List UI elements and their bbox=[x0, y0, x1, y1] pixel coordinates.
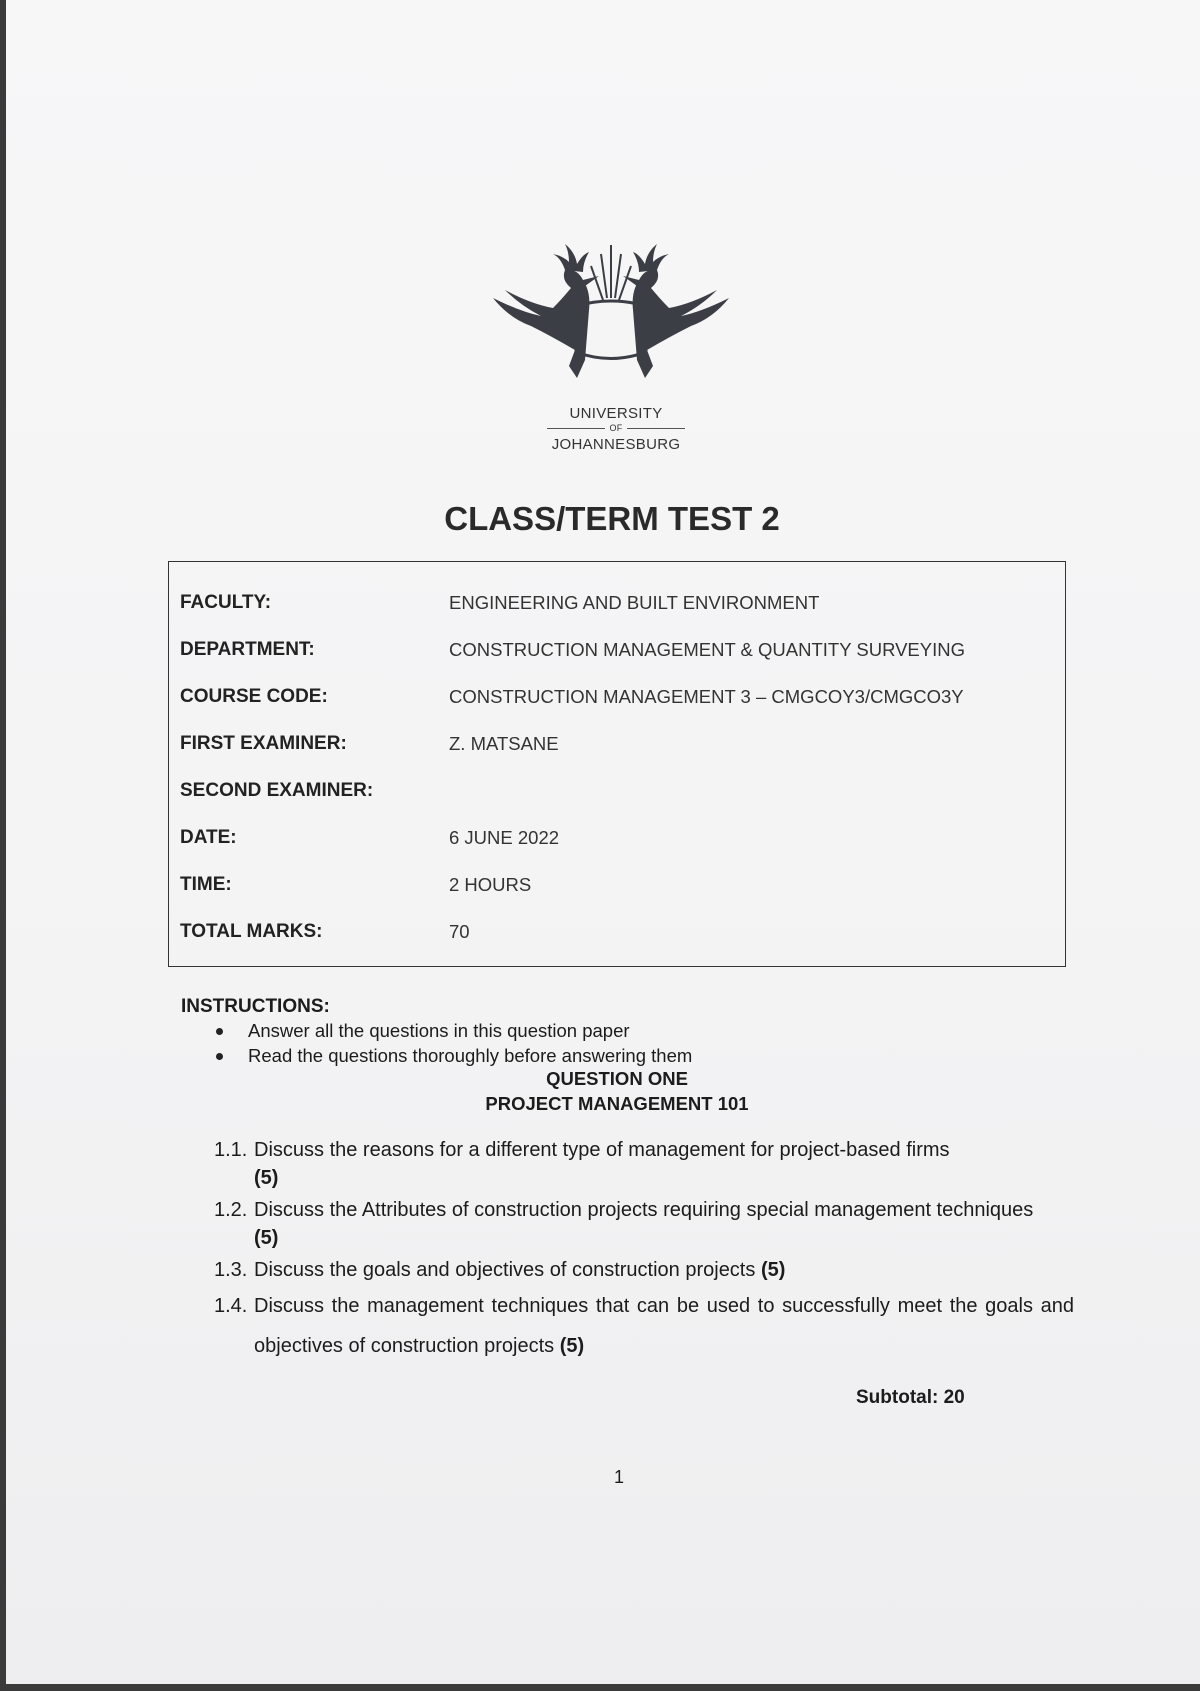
question-body: Discuss the Attributes of construction projects requiring special management techniques bbox=[254, 1199, 1034, 1221]
question-text bbox=[254, 1286, 1074, 1366]
info-label: DATE: bbox=[180, 827, 237, 848]
exam-page bbox=[6, 0, 1200, 1684]
question-body: Discuss the goals and objectives of construction projects bbox=[254, 1259, 756, 1281]
info-label: TOTAL MARKS: bbox=[180, 921, 323, 942]
university-crest-logo bbox=[491, 240, 731, 390]
exam-info-table bbox=[168, 561, 1066, 967]
logo-line-johannesburg: JOHANNESBURG bbox=[551, 436, 681, 453]
info-value: CONSTRUCTION MANAGEMENT & QUANTITY SURVEYING bbox=[449, 639, 966, 660]
info-label: DEPARTMENT: bbox=[180, 639, 315, 660]
info-value: ENGINEERING AND BUILT ENVIRONMENT bbox=[449, 592, 820, 613]
logo-line-university: UNIVERSITY bbox=[569, 405, 663, 422]
question-number: 1.2. bbox=[214, 1199, 248, 1221]
question-number: 1.3. bbox=[214, 1259, 248, 1281]
logo-of-text: OF bbox=[609, 423, 623, 433]
bullet-icon bbox=[216, 1053, 223, 1060]
subtotal: Subtotal: 20 bbox=[856, 1387, 965, 1408]
info-label: FIRST EXAMINER: bbox=[180, 733, 347, 754]
question-marks: (5) bbox=[760, 1259, 786, 1281]
page-number: 1 bbox=[614, 1467, 625, 1487]
question-heading: QUESTION ONE bbox=[546, 1068, 688, 1089]
question-number: 1.4. bbox=[214, 1295, 248, 1317]
question-body: Discuss the management techniques that can be used to successfully meet the goals and objectives of construction projects bbox=[254, 1295, 1074, 1357]
question-text bbox=[254, 1256, 1074, 1284]
question-text bbox=[254, 1196, 1034, 1252]
info-value: Z. MATSANE bbox=[449, 733, 559, 754]
info-value: 70 bbox=[449, 921, 470, 942]
info-row-date bbox=[169, 827, 1065, 857]
info-row-first-examiner bbox=[169, 733, 1065, 763]
info-row-course-code bbox=[169, 686, 1065, 716]
page-title: CLASS/TERM TEST 2 bbox=[444, 500, 780, 537]
question-number: 1.1. bbox=[214, 1139, 248, 1161]
question-subheading: PROJECT MANAGEMENT 101 bbox=[485, 1093, 749, 1114]
info-label: COURSE CODE: bbox=[180, 686, 328, 707]
info-label: FACULTY: bbox=[180, 592, 272, 613]
info-label: SECOND EXAMINER: bbox=[180, 780, 374, 801]
question-marks: (5) bbox=[254, 1167, 279, 1189]
info-value: CONSTRUCTION MANAGEMENT 3 – CMGCOY3/CMGCO3Y bbox=[449, 686, 964, 707]
info-row-time bbox=[169, 874, 1065, 904]
info-label: TIME: bbox=[180, 874, 232, 895]
instruction-text: Read the questions thoroughly before answering them bbox=[248, 1045, 693, 1066]
question-marks: (5) bbox=[559, 1335, 585, 1357]
info-row-total-marks bbox=[169, 921, 1065, 951]
instruction-text: Answer all the questions in this question paper bbox=[248, 1020, 630, 1041]
question-body: Discuss the reasons for a different type of management for project-based firms bbox=[254, 1139, 950, 1161]
info-row-second-examiner bbox=[169, 780, 1065, 810]
info-row-faculty bbox=[169, 592, 1065, 622]
bullet-icon bbox=[216, 1028, 223, 1035]
question-marks: (5) bbox=[254, 1227, 279, 1249]
info-row-department bbox=[169, 639, 1065, 669]
info-value: 2 HOURS bbox=[449, 874, 532, 895]
question-text bbox=[254, 1136, 1074, 1192]
info-value: 6 JUNE 2022 bbox=[449, 827, 560, 848]
logo-line-of bbox=[486, 423, 746, 433]
instructions-heading: INSTRUCTIONS: bbox=[181, 996, 330, 1017]
